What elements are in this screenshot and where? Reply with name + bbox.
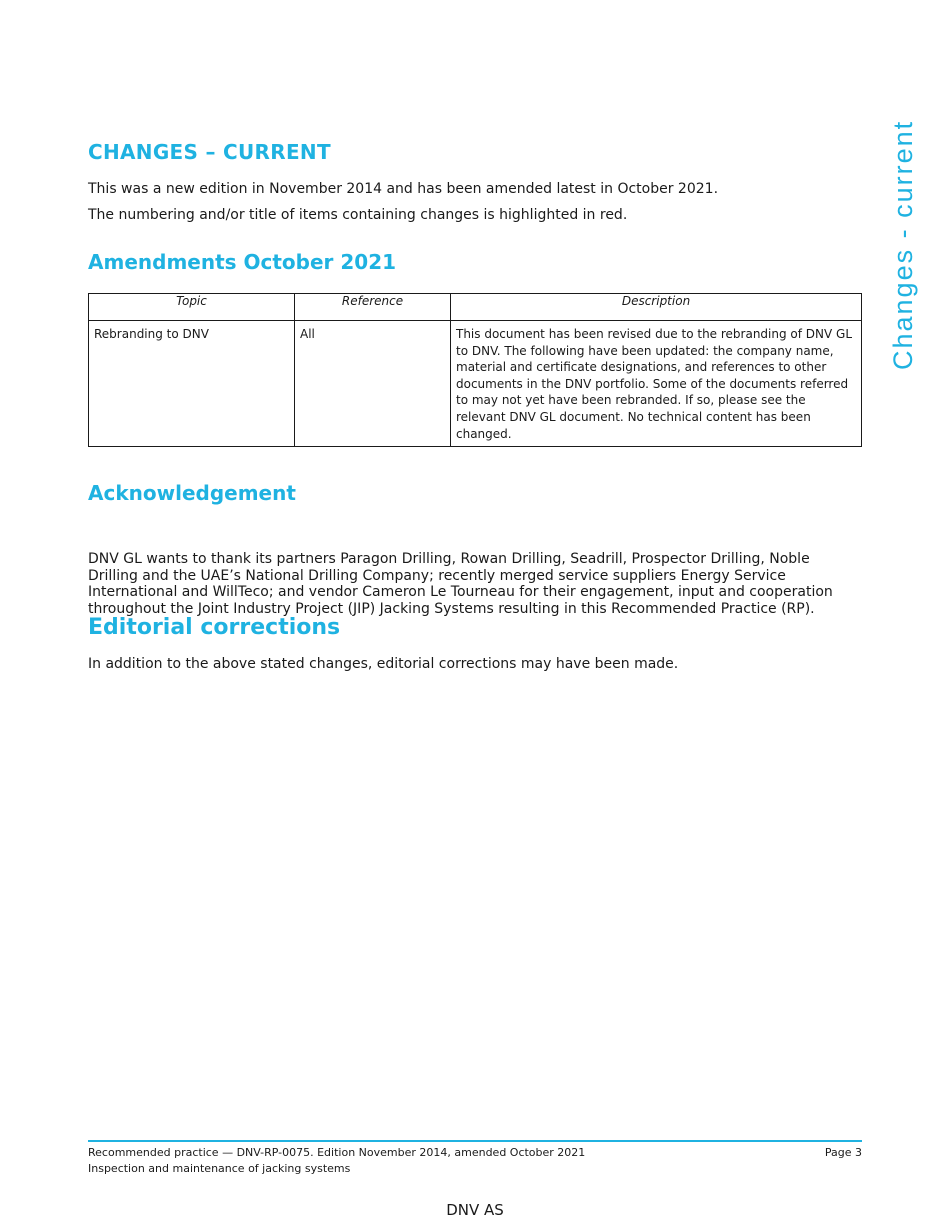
header-topic: Topic <box>89 294 295 321</box>
footer-page-number: Page 3 <box>824 1146 862 1159</box>
amendments-table <box>88 293 862 447</box>
cell-description: This document has been revised due to the rebranding of DNV GL to DNV. The following have been updated: the company name, material and certificate designations, and references to other documents in the DNV portfolio. Some of the documents referred to may not yet have been rebranded. If so, please see the relevant DNV GL document. No technical content has been changed. <box>451 321 862 447</box>
changes-line-2: The numbering and/or title of items containing changes is highlighted in red. <box>88 207 628 223</box>
footer-organization: DNV AS <box>446 1201 504 1219</box>
acknowledgement-heading: Acknowledgement <box>88 481 296 505</box>
editorial-heading: Editorial corrections <box>88 615 341 640</box>
table-header-row <box>89 294 862 321</box>
side-tab-label: Changes - current <box>888 119 918 370</box>
amendments-heading: Amendments October 2021 <box>88 250 397 274</box>
footer-document-line: Recommended practice — DNV-RP-0075. Edition November 2014, amended October 2021 <box>88 1146 586 1159</box>
table-row <box>89 321 862 447</box>
editorial-text: In addition to the above stated changes, editorial corrections may have been made. <box>88 656 679 672</box>
footer-divider <box>88 1140 862 1142</box>
cell-topic: Rebranding to DNV <box>89 321 295 447</box>
cell-reference: All <box>295 321 451 447</box>
changes-line-1: This was a new edition in November 2014 and has been amended latest in October 2021. <box>88 181 719 197</box>
footer-subtitle: Inspection and maintenance of jacking systems <box>88 1162 351 1175</box>
acknowledgement-text: DNV GL wants to thank its partners Paragon Drilling, Rowan Drilling, Seadrill, Prospector Drilling, Noble Drilling and the UAE’s National Drilling Company; recently merged service suppliers Energy Service International and WillTeco; and vendor Cameron Le Tourneau for their engagement, input and cooperation throughout the Joint Industry Project (JIP) Jacking Systems resulting in this Recommended Practice (RP). <box>88 551 833 617</box>
header-reference: Reference <box>295 294 451 321</box>
header-description: Description <box>451 294 862 321</box>
changes-heading: CHANGES – CURRENT <box>88 140 331 164</box>
